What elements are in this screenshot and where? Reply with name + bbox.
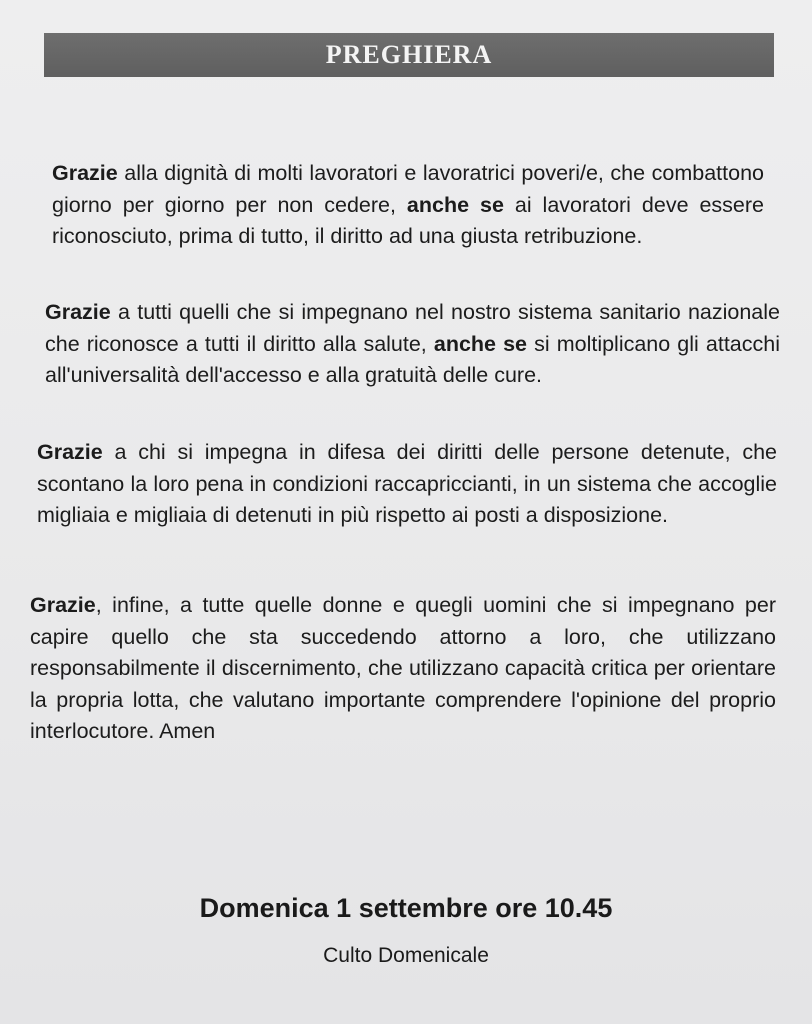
paragraph-text: a tutti quelli che si impegnano nel nostro sistema sanitario nazionale che riconosce a tutti il diritto alla salute, <box>45 300 780 356</box>
paragraph-text: , infine, a tutte quelle donne e quegli uomini che si impegnano per capire quello che sta succedendo attorno a loro, che utilizzano responsabilmente il discernimento, che utilizzano capacità critica per orientare la propria lotta, che valutano importante comprendere l'opinione del proprio interlocutore. Amen <box>30 593 776 743</box>
paragraph-text: ai lavoratori deve essere riconosciuto, prima di tutto, il diritto ad una giusta retribuzione. <box>52 192 764 248</box>
service-name: Culto Domenicale <box>323 944 489 967</box>
paragraph-text: alla dignità di molti lavoratori e lavoratrici poveri/e, che combattono giorno per giorno per non cedere, <box>52 161 764 217</box>
prayer-paragraph-4 <box>30 590 776 748</box>
paragraph-text: si moltiplicano gli attacchi all'universalità dell'accesso e alla gratuità delle cure. <box>45 331 780 387</box>
prayer-paragraph-3 <box>37 437 777 532</box>
paragraph-lead: Grazie <box>52 161 118 185</box>
page-title: PREGHIERA <box>325 40 493 69</box>
paragraph-emphasis: anche se <box>433 331 528 356</box>
prayer-paragraph-2 <box>45 297 780 392</box>
prayer-paragraph-1 <box>52 158 764 253</box>
paragraph-lead: Grazie <box>30 593 96 617</box>
paragraph-text: a chi si impegna in difesa dei diritti delle persone detenute, che scontano la loro pena in condizioni raccapriccianti, in un sistema che accoglie migliaia e migliaia di detenuti in più rispetto ai posti a disposizione. <box>37 440 777 527</box>
paragraph-lead: Grazie <box>37 440 103 464</box>
title-banner <box>44 33 774 77</box>
paragraph-emphasis: anche se <box>406 192 504 217</box>
paragraph-lead: Grazie <box>45 300 111 324</box>
service-date-time: Domenica 1 settembre ore 10.45 <box>199 893 613 923</box>
